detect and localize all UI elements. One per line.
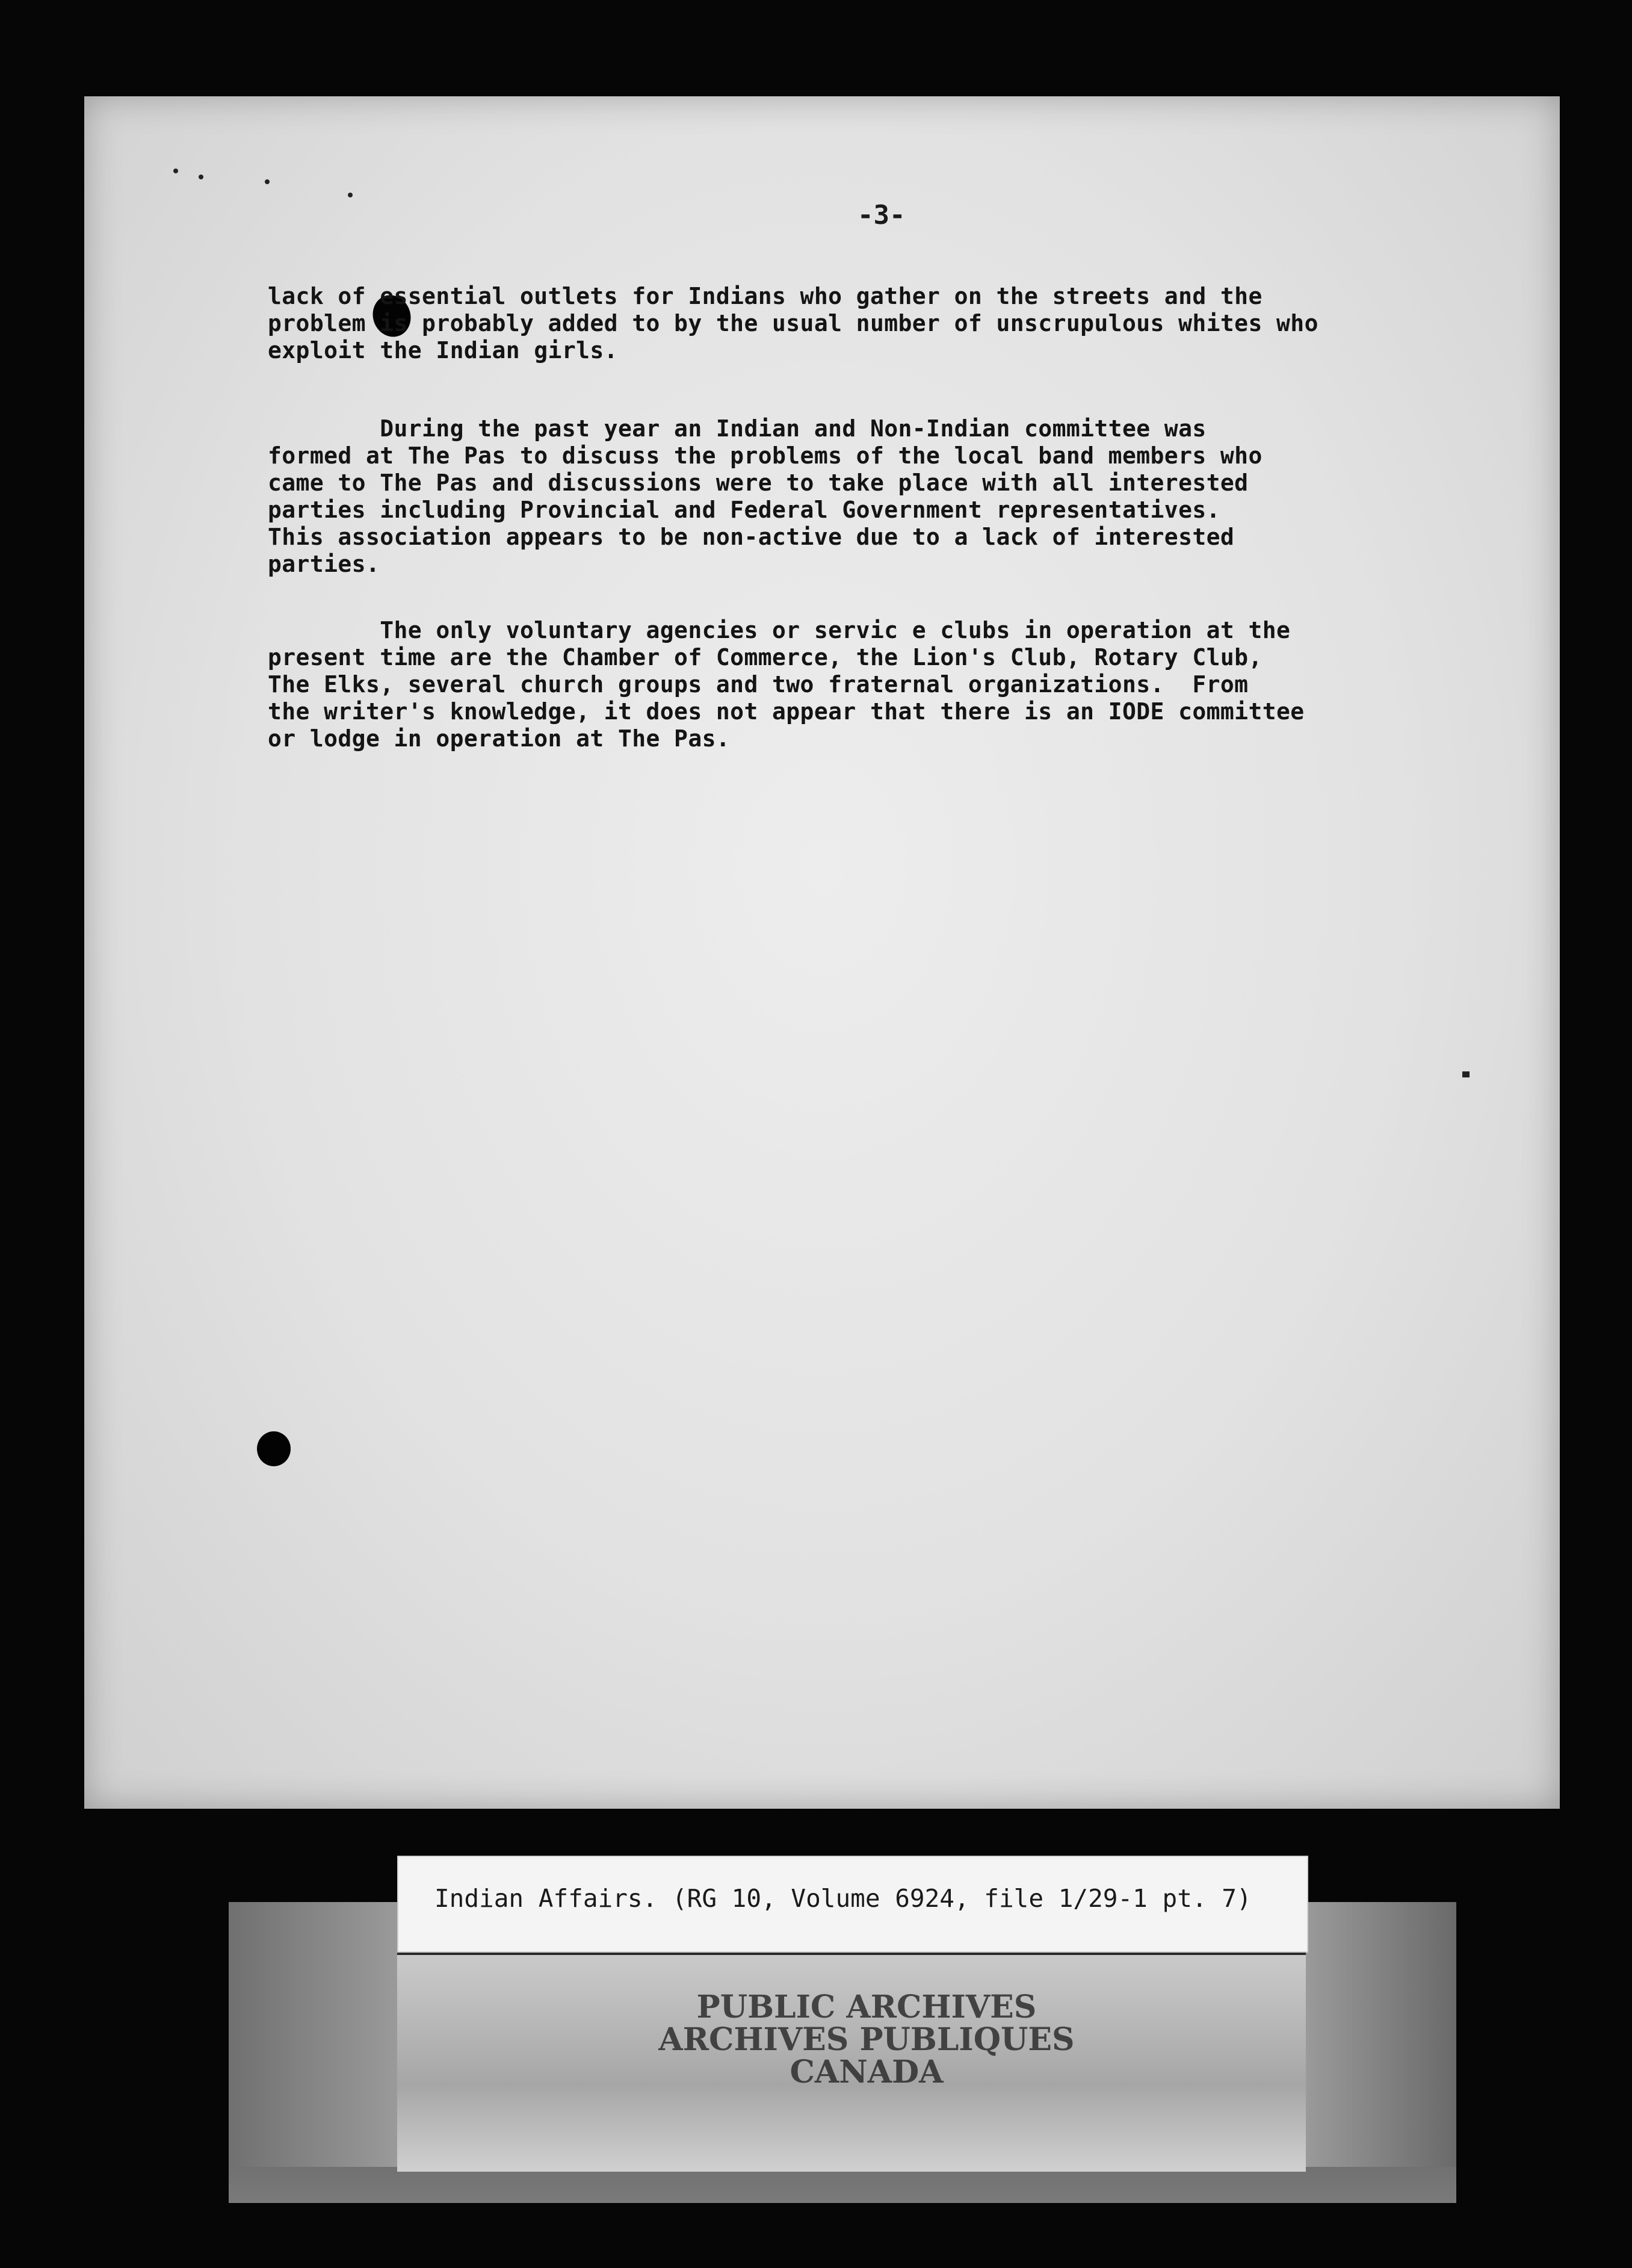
paragraph-1 (268, 283, 1318, 364)
speck-mark (199, 175, 203, 179)
stray-mark (1462, 1071, 1470, 1077)
punch-hole-bottom (257, 1431, 291, 1466)
text-line: or lodge in operation at The Pas. (268, 725, 731, 752)
text-line: exploit the Indian girls. (268, 337, 618, 364)
citation-card (397, 1856, 1308, 1953)
page-number: -3- (858, 200, 906, 231)
speck-mark (348, 193, 353, 197)
stamp-line: ARCHIVES PUBLIQUES (658, 2021, 1075, 2058)
archive-citation: Indian Affairs. (RG 10, Volume 6924, file 1/29-1 pt. 7) (434, 1884, 1252, 1913)
document-page (84, 96, 1560, 1809)
text-line: parties including Provincial and Federal Government representatives. (268, 497, 1220, 523)
paragraph-2 (268, 415, 1263, 578)
text-line: present time are the Chamber of Commerce, the Lion's Club, Rotary Club, (268, 644, 1263, 671)
archive-stamp-card (397, 1950, 1306, 2172)
stamp-line: CANADA (790, 2054, 944, 2090)
stamp-line: PUBLIC ARCHIVES (696, 1989, 1037, 2025)
label-tape-left (229, 1902, 397, 2167)
text-line: The Elks, several church groups and two fraternal organizations. From (268, 671, 1249, 698)
archive-stamp (566, 1991, 1167, 2089)
text-line: formed at The Pas to discuss the problems of the local band members who (268, 442, 1263, 469)
label-tape-right (1306, 1902, 1456, 2167)
text-line: the writer's knowledge, it does not appear that there is an IODE committee (268, 698, 1305, 725)
paragraph-3 (268, 617, 1305, 752)
text-line: problem is probably added to by the usual number of unscrupulous whites who (268, 310, 1318, 336)
text-line: came to The Pas and discussions were to take place with all interested (268, 469, 1249, 496)
speck-mark (265, 179, 270, 184)
text-line: The only voluntary agencies or servic e clubs in operation at the (268, 617, 1291, 643)
text-line: lack of essential outlets for Indians who gather on the streets and the (268, 283, 1263, 309)
text-line: During the past year an Indian and Non-Indian committee was (268, 415, 1207, 442)
text-line: This association appears to be non-active due to a lack of interested (268, 524, 1235, 550)
speck-mark (173, 169, 178, 173)
text-line: parties. (268, 551, 380, 577)
